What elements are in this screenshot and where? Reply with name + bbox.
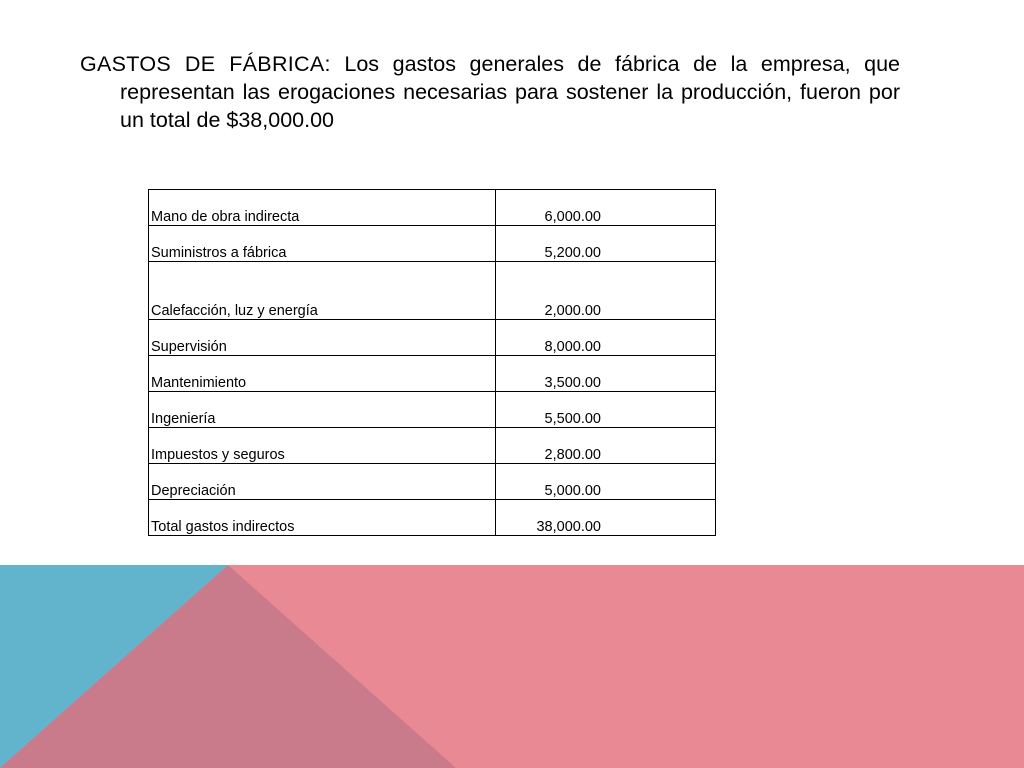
table-row (149, 320, 716, 356)
row-amount: 5,000.00 (496, 464, 716, 500)
row-amount: 8,000.00 (496, 320, 716, 356)
expenses-table (148, 189, 716, 536)
row-label: Suministros a fábrica (149, 226, 496, 262)
row-amount: 5,500.00 (496, 392, 716, 428)
row-amount: 2,000.00 (496, 262, 716, 320)
paragraph-text: Los gastos generales de fábrica de la empresa, que representan las erogaciones necesarias para sostener la producción, fueron por un total de $38,000.00 (120, 52, 900, 132)
row-label: Ingeniería (149, 392, 496, 428)
table-row (149, 428, 716, 464)
row-amount: 38,000.00 (496, 500, 716, 536)
row-amount: 3,500.00 (496, 356, 716, 392)
table-row (149, 190, 716, 226)
table-row (149, 464, 716, 500)
table-row (149, 356, 716, 392)
row-label: Calefacción, luz y energía (149, 262, 496, 320)
paragraph-heading: GASTOS DE FÁBRICA: (80, 52, 331, 76)
row-label: Total gastos indirectos (149, 500, 496, 536)
row-amount: 5,200.00 (496, 226, 716, 262)
row-label: Depreciación (149, 464, 496, 500)
table-row (149, 262, 716, 320)
row-label: Mantenimiento (149, 356, 496, 392)
body-paragraph (80, 50, 900, 134)
decorative-footer-shapes (0, 565, 1024, 768)
table-row (149, 226, 716, 262)
row-label: Impuestos y seguros (149, 428, 496, 464)
row-label: Supervisión (149, 320, 496, 356)
row-label: Mano de obra indirecta (149, 190, 496, 226)
table-row (149, 392, 716, 428)
row-amount: 6,000.00 (496, 190, 716, 226)
table-row-total (149, 500, 716, 536)
row-amount: 2,800.00 (496, 428, 716, 464)
